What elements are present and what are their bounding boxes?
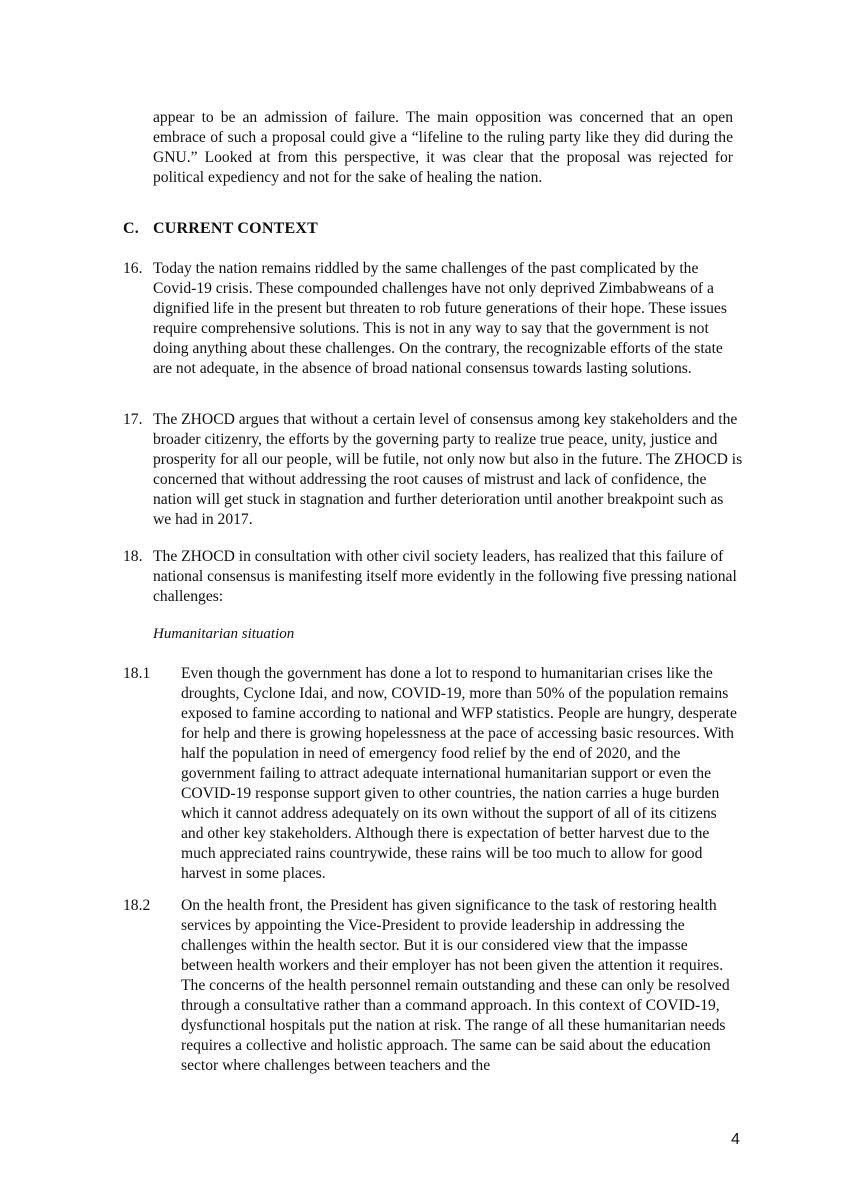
subparagraph-18-2: [123, 896, 743, 1076]
section-letter: C.: [123, 220, 139, 237]
paragraph-text: Today the nation remains riddled by the same challenges of the past complicated by the Covid-19 crisis. These compounded challenges have not only deprived Zimbabweans of a dignified life in the present but threaten to rob future generations of their hope. These issues require comprehensive solutions. This is not in any way to say that the government is not doing anything about these challenges. On the contrary, the recognizable efforts of the state are not adequate, in the absence of broad national consensus towards lasting solutions.: [153, 260, 727, 377]
subparagraph-number: 18.2: [123, 897, 151, 914]
section-heading: [123, 219, 318, 239]
subparagraph-text: Even though the government has done a lot to respond to humanitarian crises like the droughts, Cyclone Idai, and now, COVID-19, more than 50% of the population remains exposed to famine according to national and WFP statistics. People are hungry, desperate for help and there is growing hopelessness at the pace of accessing basic resources. With half the population in need of emergency food relief by the end of 2020, and the government failing to attract adequate international humanitarian support or even the COVID-19 response support given to other countries, the nation carries a huge burden which it cannot address adequately on its own without the support of all of its citizens and other key stakeholders. Although there is expectation of better harvest due to the much appreciated rains countrywide, these rains will be too much to allow for good harvest in some places.: [181, 665, 737, 882]
paragraph-text: The ZHOCD in consultation with other civil society leaders, has realized that this failure of national consensus is manifesting itself more evidently in the following five pressing national challenges:: [153, 548, 737, 605]
paragraph-18: [123, 547, 743, 607]
subparagraph-number: 18.1: [123, 665, 151, 682]
paragraph-number: 17.: [123, 411, 143, 428]
paragraph-text: The ZHOCD argues that without a certain level of consensus among key stakeholders and the broader citizenry, the efforts by the governing party to realize true peace, unity, justice and prosperity for all our people, will be futile, not only now but also in the future. The ZHOCD is concerned that without addressing the root causes of mistrust and lack of confidence, the nation will get stuck in stagnation and further deterioration until another breakpoint such as we had in 2017.: [153, 411, 743, 528]
intro-paragraph: appear to be an admission of failure. The main opposition was concerned that an open embrace of such a proposal could give a “lifeline to the ruling party like they did during the GNU.” Looked at from this perspective, it was clear that the proposal was rejected for political expediency and not for the sake of healing the nation.: [153, 109, 733, 186]
page-number: 4: [731, 1131, 740, 1148]
subheading-humanitarian: Humanitarian situation: [153, 626, 295, 642]
paragraph-number: 16.: [123, 260, 143, 277]
paragraph-17: [123, 410, 743, 530]
subparagraph-text: On the health front, the President has given significance to the task of restoring health services by appointing the Vice-President to provide leadership in addressing the challenges within the health sector. But it is our considered view that the impasse between health workers and their employer has not been given the attention it requires. The concerns of the health personnel remain outstanding and these can only be resolved through a consultative rather than a command approach. In this context of COVID-19, dysfunctional hospitals put the nation at risk. The range of all these humanitarian needs requires a collective and holistic approach. The same can be said about the education sector where challenges between teachers and the: [181, 897, 730, 1074]
paragraph-number: 18.: [123, 548, 143, 565]
paragraph-16: [123, 259, 743, 379]
section-title: CURRENT CONTEXT: [153, 220, 318, 237]
subparagraph-18-1: [123, 664, 743, 884]
